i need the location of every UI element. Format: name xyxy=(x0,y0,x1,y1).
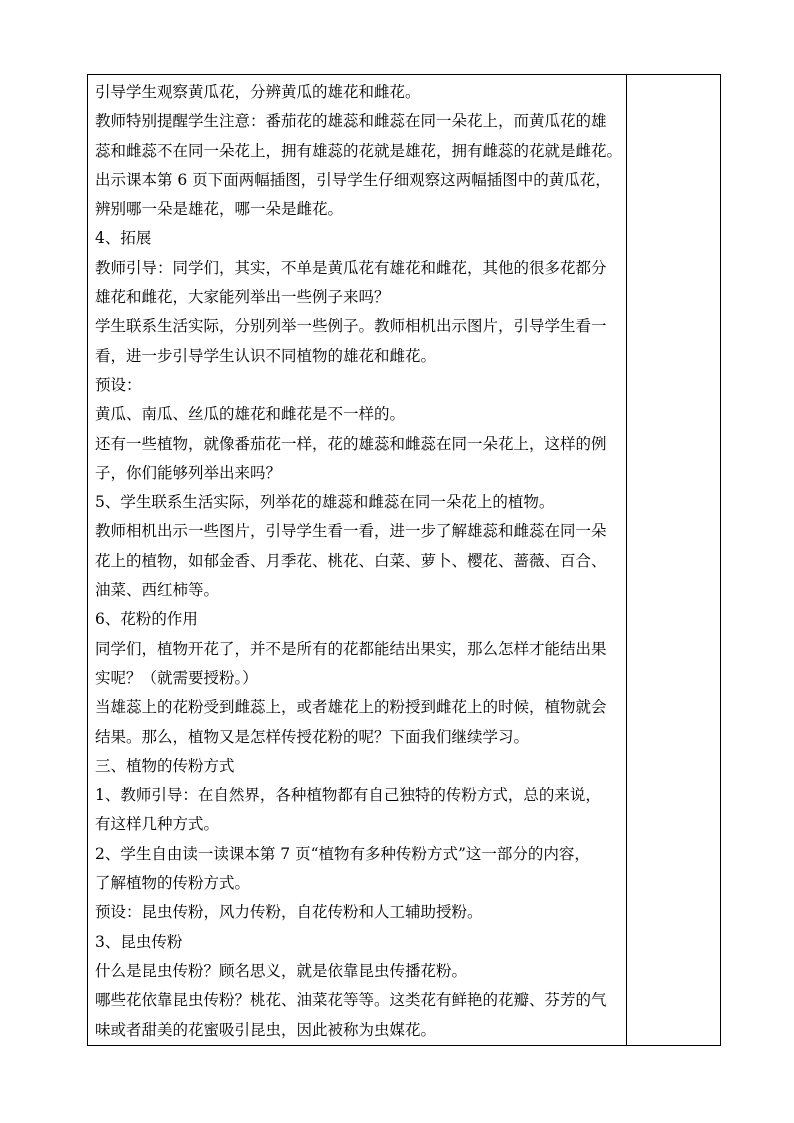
text-line: 当雄蕊上的花粉受到雌蕊上，或者雄花上的粉授到雌花上的时候，植物就会 xyxy=(95,698,607,717)
lesson-content-cell xyxy=(88,75,627,1046)
text-line: 三、植物的传粉方式 xyxy=(95,756,235,775)
text-line: 黄瓜、南瓜、丝瓜的雄花和雌花是不一样的。 xyxy=(95,405,406,424)
lesson-table xyxy=(87,74,721,1046)
text-line: 出示课本第 6 页下面两幅插图，引导学生仔细观察这两幅插图中的黄瓜花， xyxy=(95,170,611,189)
table-row xyxy=(88,75,721,1046)
text-line: 引导学生观察黄瓜花，分辨黄瓜的雄花和雌花。 xyxy=(95,83,421,101)
text-line: 4、拓展 xyxy=(95,229,152,248)
text-line: 教师引导：同学们，其实，不单是黄瓜花有雄花和雌花，其他的很多花都分 xyxy=(95,258,607,277)
text-line: 还有一些植物，就像番茄花一样，花的雄蕊和雌蕊在同一朵花上，这样的例 xyxy=(95,434,607,453)
text-line: 教师特别提醒学生注意：番茄花的雄蕊和雌蕊在同一朵花上，而黄瓜花的雄 xyxy=(95,112,607,131)
notes-cell xyxy=(627,75,721,1046)
text-line: 哪些花依靠昆虫传粉？桃花、油菜花等等。这类花有鲜艳的花瓣、芬芳的气 xyxy=(95,991,607,1010)
text-line: 雄花和雌花，大家能列举出一些例子来吗？ xyxy=(95,288,390,307)
text-line: 预设： xyxy=(95,375,142,394)
text-line: 花上的植物，如郁金香、月季花、桃花、白菜、萝卜、樱花、蔷薇、百合、 xyxy=(95,551,607,570)
text-line: 油菜、西红柿等。 xyxy=(95,581,220,600)
text-line: 实呢？（就需要授粉。） xyxy=(95,668,258,687)
text-line: 辨别哪一朵是雄花，哪一朵是雌花。 xyxy=(95,200,344,219)
text-line: 6、花粉的作用 xyxy=(95,610,198,629)
text-line: 2、学生自由读一读课本第 7 页“植物有多种传粉方式”这一部分的内容， xyxy=(95,844,590,863)
text-line: 学生联系生活实际，分别列举一些例子。教师相机出示图片，引导学生看一 xyxy=(95,317,607,336)
lesson-content xyxy=(88,75,626,1045)
text-line: 3、昆虫传粉 xyxy=(95,932,183,951)
text-line: 有这样几种方式。 xyxy=(95,815,220,834)
text-line: 子，你们能够列举出来吗？ xyxy=(95,463,282,482)
text-line: 结果。那么，植物又是怎样传授花粉的呢？下面我们继续学习。 xyxy=(95,727,530,746)
text-line: 味或者甜美的花蜜吸引昆虫，因此被称为虫媒花。 xyxy=(95,1020,437,1039)
text-line: 看，进一步引导学生认识不同植物的雄花和雌花。 xyxy=(95,346,437,365)
text-line: 什么是昆虫传粉？顾名思义，就是依靠昆虫传播花粉。 xyxy=(95,961,468,980)
text-line: 了解植物的传粉方式。 xyxy=(95,874,251,893)
text-line: 蕊和雌蕊不在同一朵花上，拥有雄蕊的花就是雄花，拥有雌蕊的花就是雌花。 xyxy=(95,141,622,160)
text-line: 预设：昆虫传粉，风力传粉，自花传粉和人工辅助授粉。 xyxy=(95,903,483,922)
text-line: 1、教师引导：在自然界，各种植物都有自己独特的传粉方式，总的来说， xyxy=(95,786,601,805)
text-line: 教师相机出示一些图片，引导学生看一看，进一步了解雄蕊和雌蕊在同一朵 xyxy=(95,522,607,541)
text-line: 同学们，植物开花了，并不是所有的花都能结出果实，那么怎样才能结出果 xyxy=(95,639,607,658)
text-line: 5、学生联系生活实际，列举花的雄蕊和雌蕊在同一朵花上的植物。 xyxy=(95,493,555,512)
